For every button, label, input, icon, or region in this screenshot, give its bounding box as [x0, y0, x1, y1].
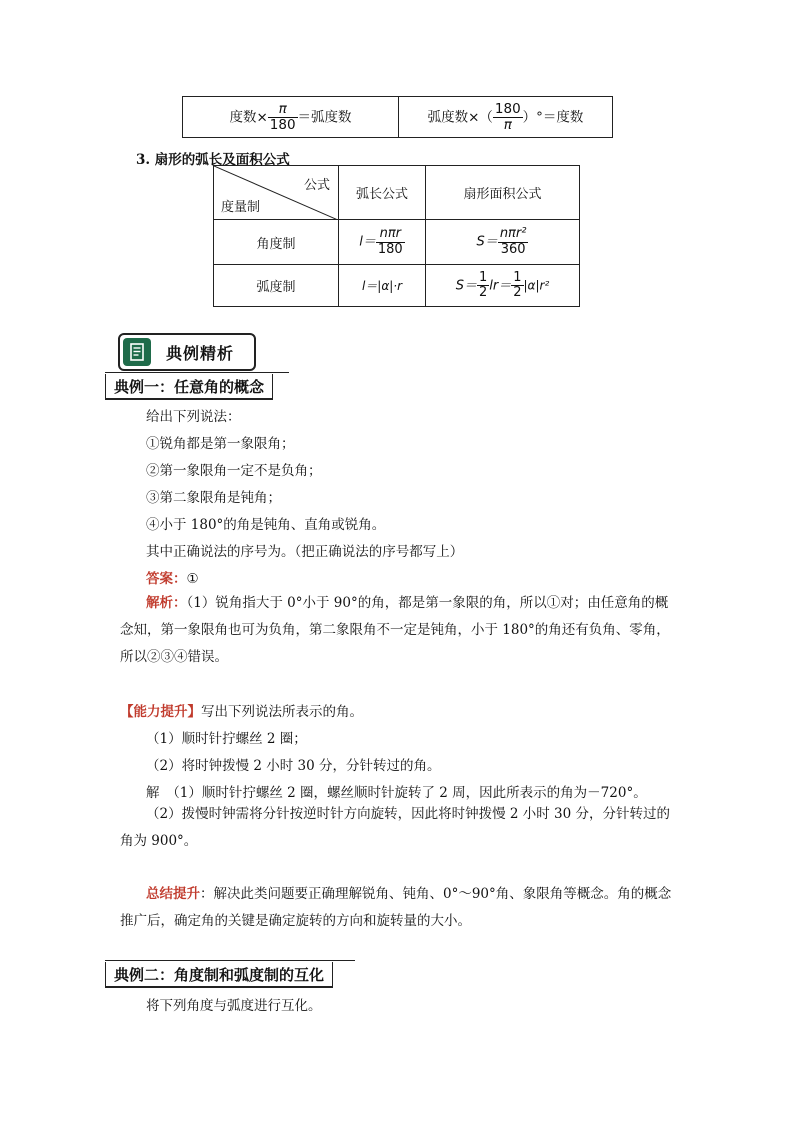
corner-top-label: 公式	[303, 178, 330, 193]
rad-area-half-num-1: 1	[478, 269, 488, 285]
deg-arc-num: nπr	[376, 227, 405, 242]
rad-to-deg-num: 180	[494, 100, 521, 117]
example1-question: 其中正确说法的序号为。（把正确说法的序号都写上）	[146, 544, 464, 560]
ability-sol1: 解 （1）顺时针拧螺丝 2 圈，螺丝顺时针旋转了 2 周，因此所表示的角为－720°。	[146, 785, 647, 801]
deg-to-rad-suffix: ＝弧度数	[297, 109, 352, 125]
col-area-header: 扇形面积公式	[426, 166, 580, 220]
analysis-text: （1）锐角指大于 0°小于 90°的角，都是第一象限的角，所以①对；由任意角的概念知，第一象限角也可为负角，第二象限角不一定是钝角，小于 180°的角还有负角、零角，所以②③④错误。	[120, 595, 670, 665]
answer-label: 答案：	[146, 571, 187, 587]
example1-title	[105, 374, 273, 400]
rad-arc-formula: l＝|α|·r	[339, 265, 426, 307]
ability-sol2: （2）拨慢时钟需将分针按逆时针方向旋转，因此将时钟拨慢 2 小时 30 分，分针转过的角为 900°。	[120, 806, 671, 849]
example1-intro: 给出下列说法：	[146, 409, 241, 425]
corner-cell	[214, 166, 339, 220]
example1-item-4: ④小于 180°的角是钝角、直角或锐角。	[146, 517, 386, 533]
example1-analysis	[120, 590, 676, 671]
deg-to-rad-num: π	[268, 102, 298, 118]
deg-to-rad-prefix: 度数×	[229, 109, 268, 125]
deg-arc-formula	[339, 220, 426, 265]
deg-arc-lhs: l＝	[359, 234, 376, 250]
example2-intro: 将下列角度与弧度进行互化。	[146, 998, 322, 1014]
example1-item-3: ③第二象限角是钝角；	[146, 490, 281, 506]
rad-area-formula	[426, 265, 580, 307]
example1-title-text: 典例一：任意角的概念	[114, 378, 265, 396]
rad-area-mid: lr＝	[489, 278, 512, 293]
rad-to-deg-den: π	[503, 116, 512, 133]
deg-arc-den: 180	[377, 241, 403, 257]
conversion-table	[182, 96, 613, 138]
example2-title	[105, 962, 333, 988]
section-3-heading: 3. 扇形的弧长及面积公式	[136, 152, 290, 168]
rad-area-lhs: S＝	[455, 278, 477, 293]
rad-area-half-num-2: 1	[513, 269, 522, 285]
document-icon	[123, 338, 151, 366]
row-rad-label: 弧度制	[214, 265, 339, 307]
example-banner	[118, 333, 256, 371]
rad-area-half-den-2: 2	[513, 285, 522, 300]
example2-title-rule	[105, 960, 355, 961]
col-arc-header: 弧长公式	[339, 166, 426, 220]
example2-title-text: 典例二：角度制和弧度制的互化	[114, 966, 325, 984]
rad-area-tail: |α|r²	[523, 278, 550, 292]
corner-bottom-label: 度量制	[221, 200, 261, 215]
analysis-label: 解析：	[146, 595, 187, 611]
answer-value: ①	[186, 571, 199, 587]
rad-to-deg-cell	[399, 97, 613, 138]
summary	[120, 881, 676, 935]
example1-item-1: ①锐角都是第一象限角；	[146, 436, 295, 452]
summary-label: 总结提升	[146, 886, 200, 902]
row-deg-label: 角度制	[214, 220, 339, 265]
ability-heading	[120, 700, 363, 720]
summary-text: ：解决此类问题要正确理解锐角、钝角、0°～90°角、象限角等概念。角的概念推广后，确定角的关键是确定旋转的方向和旋转量的大小。	[120, 886, 672, 929]
ability-q1: （1）顺时针拧螺丝 2 圈；	[146, 731, 307, 747]
ability-q2: （2）将时钟拨慢 2 小时 30 分，分针转过的角。	[146, 758, 441, 774]
rad-to-deg-suffix: ）°＝度数	[522, 109, 584, 125]
rad-area-half-den-1: 2	[478, 285, 488, 300]
deg-area-lhs: S＝	[476, 234, 498, 250]
deg-area-num: nπr²	[499, 226, 527, 242]
ability-label: 【能力提升】	[120, 704, 201, 720]
rad-to-deg-prefix: 弧度数×（	[427, 109, 493, 125]
ability-prompt: 写出下列说法所表示的角。	[201, 704, 363, 720]
example1-item-2: ②第一象限角一定不是负角；	[146, 463, 322, 479]
example1-title-rule	[105, 372, 289, 373]
deg-to-rad-den: 180	[269, 116, 296, 133]
deg-to-rad-cell	[183, 97, 399, 138]
banner-label: 典例精析	[166, 344, 235, 363]
example1-answer	[146, 567, 199, 587]
deg-area-formula	[426, 220, 580, 265]
deg-area-den: 360	[500, 241, 526, 257]
formula-table	[213, 165, 580, 307]
